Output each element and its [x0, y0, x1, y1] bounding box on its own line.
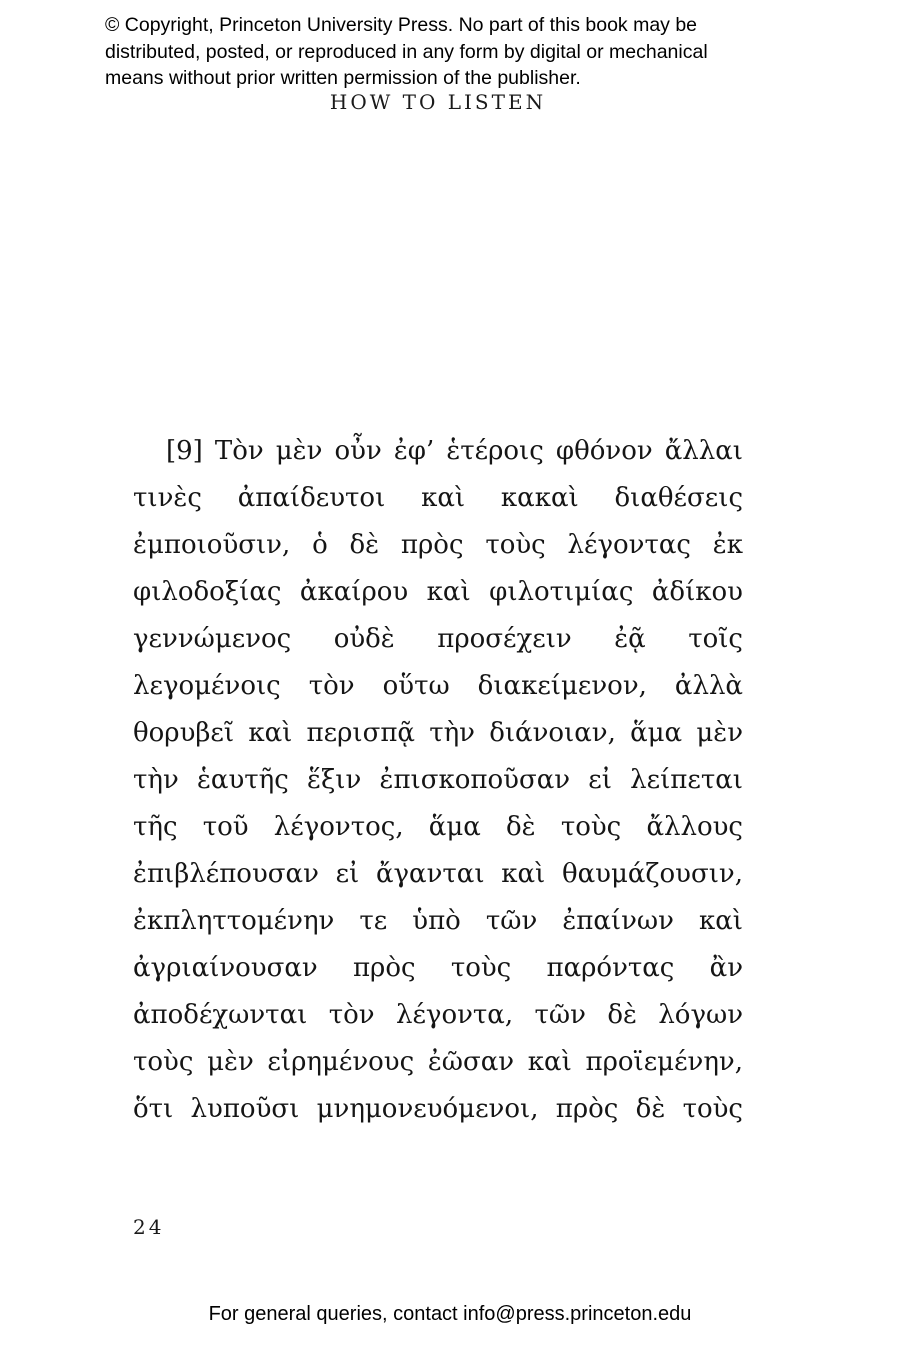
text-line: ὅτι λυποῦσι μνημονευόμενοι, πρὸς δὲ τοὺς — [133, 1094, 743, 1124]
running-head: HOW TO LISTEN — [329, 90, 547, 114]
text-line: τινὲς ἀπαίδευτοι καὶ κακαὶ διαθέσεις — [133, 483, 743, 513]
text-line: γεννώμενος οὐδὲ προσέχειν ἐᾷ τοῖς — [133, 624, 743, 654]
text-line: τῆς τοῦ λέγοντος, ἅμα δὲ τοὺς ἄλλους — [133, 812, 743, 842]
text-line: τοὺς μὲν εἰρημένους ἐῶσαν καὶ προϊεμένην, — [133, 1047, 743, 1077]
page-number: 24 — [133, 1215, 165, 1239]
text-line: ἀγριαίνουσαν πρὸς τοὺς παρόντας ἂν — [133, 953, 743, 983]
copyright-line: distributed, posted, or reproduced in any form by digital or mechanical — [105, 40, 708, 63]
text-line: [9] Τὸν μὲν οὖν ἐφ’ ἑτέροις φθόνον ἄλλαι — [166, 436, 743, 466]
greek-text-body — [133, 428, 743, 1133]
copyright-line: means without prior written permission of the publisher. — [105, 67, 581, 89]
text-line: ἐκπληττομένην τε ὑπὸ τῶν ἐπαίνων καὶ — [133, 906, 743, 936]
text-line: ἀποδέχωνται τὸν λέγοντα, τῶν δὲ λόγων — [133, 1000, 743, 1030]
copyright-notice — [105, 12, 865, 92]
text-line: ἐπιβλέπουσαν εἰ ἄγανται καὶ θαυμάζουσιν, — [133, 859, 743, 889]
text-line: ἐμποιοῦσιν, ὁ δὲ πρὸς τοὺς λέγοντας ἐκ — [133, 530, 743, 560]
text-line: φιλοδοξίας ἀκαίρου καὶ φιλοτιμίας ἀδίκου — [133, 577, 743, 607]
text-line: τὴν ἑαυτῆς ἕξιν ἐπισκοποῦσαν εἰ λείπεται — [133, 765, 743, 795]
footer-contact: For general queries, contact info@press.princeton.edu — [208, 1303, 692, 1325]
text-line: λεγομένοις τὸν οὕτω διακείμενον, ἀλλὰ — [133, 671, 743, 701]
text-line: θορυβεῖ καὶ περισπᾷ τὴν διάνοιαν, ἅμα μὲν — [133, 718, 743, 748]
copyright-line: © Copyright, Princeton University Press. No part of this book may be — [105, 14, 698, 36]
